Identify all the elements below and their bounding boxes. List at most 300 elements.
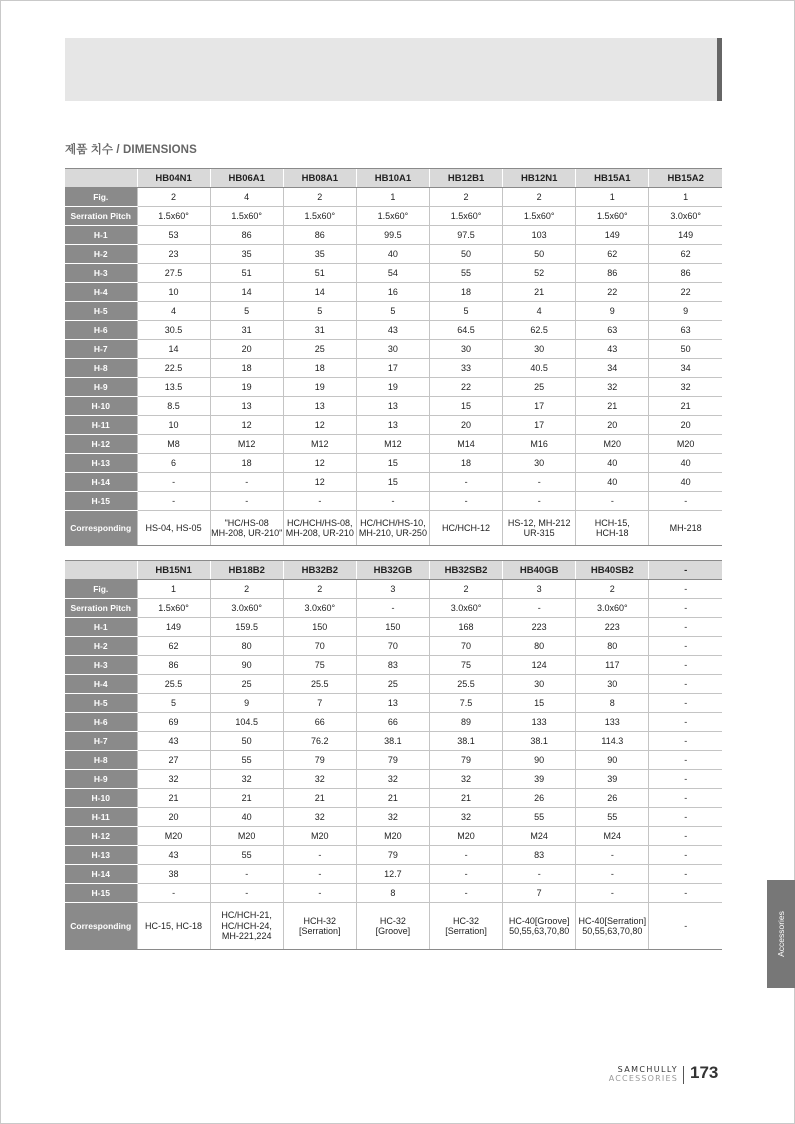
table-cell: 79 xyxy=(356,751,429,770)
corresponding-line: [Serration] xyxy=(445,926,487,936)
corresponding-row xyxy=(65,511,722,546)
table-cell: 21 xyxy=(137,789,210,808)
table-cell: 2 xyxy=(430,580,503,599)
table-row xyxy=(65,492,722,511)
table-row xyxy=(65,580,722,599)
table-cell: 40 xyxy=(649,473,722,492)
table-cell: 13 xyxy=(356,397,429,416)
table-cell: 3.0x60° xyxy=(430,599,503,618)
table-cell: 13 xyxy=(210,397,283,416)
table-cell: 25 xyxy=(503,378,576,397)
table-row xyxy=(65,188,722,207)
table-cell: 133 xyxy=(503,713,576,732)
row-label: H-14 xyxy=(65,473,137,492)
model-header: HB40SB2 xyxy=(576,561,649,580)
table-cell: 89 xyxy=(430,713,503,732)
row-label: H-7 xyxy=(65,340,137,359)
table-cell: 43 xyxy=(356,321,429,340)
table-cell: - xyxy=(430,473,503,492)
table-cell: 15 xyxy=(503,694,576,713)
corresponding-line: HCH-15, xyxy=(594,517,630,528)
table-cell: 3 xyxy=(356,580,429,599)
table-cell: 27.5 xyxy=(137,264,210,283)
row-label: H-8 xyxy=(65,751,137,770)
side-tab xyxy=(767,880,795,988)
section-title: 제품 치수 / DIMENSIONS xyxy=(65,144,197,156)
row-label: Serration Pitch xyxy=(65,599,137,618)
model-header-row xyxy=(65,169,722,188)
table-cell: 19 xyxy=(210,378,283,397)
table-row xyxy=(65,207,722,226)
table-cell: 104.5 xyxy=(210,713,283,732)
table-cell: M20 xyxy=(356,827,429,846)
table-cell: 51 xyxy=(283,264,356,283)
table-row xyxy=(65,675,722,694)
table-cell: 124 xyxy=(503,656,576,675)
table-cell: 70 xyxy=(283,637,356,656)
corresponding-line: UR-315 xyxy=(523,528,555,538)
row-label: H-5 xyxy=(65,694,137,713)
table-cell: 75 xyxy=(283,656,356,675)
corresponding-line: HC-15, HC-18 xyxy=(145,920,203,931)
corresponding-line: MH-208, UR-210" xyxy=(211,528,283,538)
corresponding-cell xyxy=(210,903,283,950)
table-cell: 1.5x60° xyxy=(137,599,210,618)
corresponding-line: [Serration] xyxy=(299,926,341,936)
table-cell: 133 xyxy=(576,713,649,732)
table-cell: 5 xyxy=(356,302,429,321)
table-cell: 13 xyxy=(283,397,356,416)
table-cell: 80 xyxy=(576,637,649,656)
model-header: HB40GB xyxy=(503,561,576,580)
table-cell: 64.5 xyxy=(430,321,503,340)
table-cell: 1.5x60° xyxy=(430,207,503,226)
table-cell: 75 xyxy=(430,656,503,675)
table-cell: 90 xyxy=(576,751,649,770)
table-cell: 20 xyxy=(649,416,722,435)
row-label: Fig. xyxy=(65,580,137,599)
table-row xyxy=(65,637,722,656)
table-cell: 19 xyxy=(283,378,356,397)
table-cell: 7.5 xyxy=(430,694,503,713)
table-row xyxy=(65,865,722,884)
table-cell: 25 xyxy=(210,675,283,694)
table-cell: 14 xyxy=(210,283,283,302)
table-cell: 1.5x60° xyxy=(503,207,576,226)
table-cell: 18 xyxy=(210,454,283,473)
table-cell: M16 xyxy=(503,435,576,454)
table-cell: 50 xyxy=(503,245,576,264)
table-cell: 31 xyxy=(283,321,356,340)
row-label: Serration Pitch xyxy=(65,207,137,226)
corresponding-line: "HC/HS-08 xyxy=(224,517,269,528)
table-cell: 21 xyxy=(210,789,283,808)
table-cell: - xyxy=(283,492,356,511)
table-cell: 4 xyxy=(503,302,576,321)
table-row xyxy=(65,302,722,321)
table-cell: M14 xyxy=(430,435,503,454)
table-cell: 55 xyxy=(210,751,283,770)
table-cell: 55 xyxy=(210,846,283,865)
table-cell: 70 xyxy=(430,637,503,656)
table-cell: 40 xyxy=(356,245,429,264)
corresponding-line: HC-40[Serration] xyxy=(578,915,647,926)
table-cell: 76.2 xyxy=(283,732,356,751)
table-cell: M20 xyxy=(137,827,210,846)
table-row xyxy=(65,397,722,416)
table-cell: 39 xyxy=(576,770,649,789)
table-cell: 2 xyxy=(210,580,283,599)
table-row xyxy=(65,732,722,751)
table-row xyxy=(65,340,722,359)
table-cell: 20 xyxy=(210,340,283,359)
table-cell: 15 xyxy=(356,454,429,473)
model-header: HB06A1 xyxy=(210,169,283,188)
table-cell: - xyxy=(649,618,722,637)
table-cell: 55 xyxy=(576,808,649,827)
corresponding-cell xyxy=(576,511,649,546)
table-cell: 32 xyxy=(137,770,210,789)
table-row xyxy=(65,808,722,827)
table-cell: M20 xyxy=(649,435,722,454)
corresponding-cell xyxy=(210,511,283,546)
table-cell: - xyxy=(283,884,356,903)
table-cell: 32 xyxy=(430,770,503,789)
table-cell: 70 xyxy=(356,637,429,656)
table-cell: - xyxy=(503,599,576,618)
model-header: HB12N1 xyxy=(503,169,576,188)
table-cell: 21 xyxy=(576,397,649,416)
table-cell: - xyxy=(576,846,649,865)
header-accent-bar xyxy=(717,38,722,101)
header-band xyxy=(65,38,717,101)
table-cell: 13 xyxy=(356,694,429,713)
table-cell: 43 xyxy=(137,846,210,865)
model-header: HB08A1 xyxy=(283,169,356,188)
table-row xyxy=(65,618,722,637)
table-cell: 4 xyxy=(210,188,283,207)
table-row xyxy=(65,454,722,473)
table-cell: 3 xyxy=(503,580,576,599)
corresponding-cell xyxy=(137,903,210,950)
table-cell: 12 xyxy=(283,416,356,435)
row-label: H-4 xyxy=(65,283,137,302)
table-cell: 66 xyxy=(283,713,356,732)
table-cell: 86 xyxy=(576,264,649,283)
row-label: Corresponding xyxy=(65,511,137,546)
corresponding-cell xyxy=(576,903,649,950)
table-row xyxy=(65,770,722,789)
corresponding-cell xyxy=(356,511,429,546)
table-cell: 150 xyxy=(283,618,356,637)
table-cell: 62.5 xyxy=(503,321,576,340)
table-cell: 223 xyxy=(576,618,649,637)
corresponding-line: MH-218 xyxy=(669,522,702,533)
table-cell: 31 xyxy=(210,321,283,340)
row-label: H-6 xyxy=(65,713,137,732)
header-corner xyxy=(65,169,137,188)
table-cell: 7 xyxy=(503,884,576,903)
table-cell: - xyxy=(430,865,503,884)
table-cell: 32 xyxy=(283,808,356,827)
table-cell: 149 xyxy=(649,226,722,245)
table-cell: 7 xyxy=(283,694,356,713)
table-cell: 168 xyxy=(430,618,503,637)
footer-brand xyxy=(560,1065,678,1083)
table-cell: 2 xyxy=(283,580,356,599)
table-cell: - xyxy=(430,492,503,511)
table-cell: 21 xyxy=(356,789,429,808)
table-cell: 149 xyxy=(576,226,649,245)
table-cell: 33 xyxy=(430,359,503,378)
row-label: H-1 xyxy=(65,618,137,637)
corresponding-line: HCH-32 xyxy=(303,915,337,926)
table-cell: - xyxy=(649,751,722,770)
table-cell: 2 xyxy=(283,188,356,207)
table-cell: 63 xyxy=(576,321,649,340)
corresponding-row xyxy=(65,903,722,950)
table-cell: 40 xyxy=(649,454,722,473)
table-cell: 9 xyxy=(649,302,722,321)
model-header: HB32SB2 xyxy=(430,561,503,580)
row-label: Corresponding xyxy=(65,903,137,950)
corresponding-line: MH-208, UR-210 xyxy=(285,528,354,538)
row-label: H-10 xyxy=(65,789,137,808)
table-cell: 1.5x60° xyxy=(356,207,429,226)
table-cell: 66 xyxy=(356,713,429,732)
row-label: H-7 xyxy=(65,732,137,751)
row-label: H-13 xyxy=(65,454,137,473)
row-label: H-11 xyxy=(65,416,137,435)
table-cell: 53 xyxy=(137,226,210,245)
row-label: H-9 xyxy=(65,770,137,789)
table-cell: 1 xyxy=(649,188,722,207)
table-cell: 43 xyxy=(576,340,649,359)
row-label: H-15 xyxy=(65,884,137,903)
table-row xyxy=(65,321,722,340)
table-cell: 83 xyxy=(356,656,429,675)
table-cell: 1 xyxy=(576,188,649,207)
table-cell: M24 xyxy=(503,827,576,846)
table-cell: 5 xyxy=(430,302,503,321)
table-cell: 32 xyxy=(356,770,429,789)
table-cell: 18 xyxy=(210,359,283,378)
model-header: HB32B2 xyxy=(283,561,356,580)
corresponding-line: HC-40[Groove] xyxy=(508,915,570,926)
table-cell: M12 xyxy=(356,435,429,454)
table-cell: 5 xyxy=(137,694,210,713)
table-cell: - xyxy=(649,492,722,511)
table-cell: - xyxy=(649,789,722,808)
model-header: HB04N1 xyxy=(137,169,210,188)
model-header: HB12B1 xyxy=(430,169,503,188)
table-cell: - xyxy=(356,599,429,618)
table-cell: 51 xyxy=(210,264,283,283)
table-cell: 38 xyxy=(137,865,210,884)
table-cell: 90 xyxy=(503,751,576,770)
corresponding-line: HS-04, HS-05 xyxy=(145,522,202,533)
corresponding-cell xyxy=(649,511,722,546)
model-header: HB15A2 xyxy=(649,169,722,188)
table-cell: 34 xyxy=(576,359,649,378)
table-cell: 30 xyxy=(503,675,576,694)
table-cell: 1.5x60° xyxy=(283,207,356,226)
row-label: H-2 xyxy=(65,245,137,264)
table-row xyxy=(65,473,722,492)
table-cell: 50 xyxy=(210,732,283,751)
corresponding-line: HC-32 xyxy=(379,915,406,926)
table-cell: 23 xyxy=(137,245,210,264)
corresponding-line: HC-32 xyxy=(453,915,480,926)
table-cell: 25.5 xyxy=(283,675,356,694)
table-cell: 34 xyxy=(649,359,722,378)
table-cell: 3.0x60° xyxy=(283,599,356,618)
row-label: H-12 xyxy=(65,827,137,846)
table-cell: 38.1 xyxy=(356,732,429,751)
table-cell: - xyxy=(283,865,356,884)
corresponding-line: HC/HCH-24, xyxy=(221,920,272,931)
table-row xyxy=(65,694,722,713)
corresponding-cell xyxy=(137,511,210,546)
table-cell: - xyxy=(649,827,722,846)
table-cell: 1 xyxy=(137,580,210,599)
table-cell: 17 xyxy=(503,397,576,416)
side-tab-label: Accessories xyxy=(776,911,786,957)
table-row xyxy=(65,656,722,675)
table-cell: 97.5 xyxy=(430,226,503,245)
table-cell: 20 xyxy=(137,808,210,827)
table-cell: 20 xyxy=(430,416,503,435)
table-cell: 35 xyxy=(210,245,283,264)
corresponding-cell xyxy=(283,903,356,950)
table-cell: 1.5x60° xyxy=(210,207,283,226)
table-cell: M12 xyxy=(283,435,356,454)
corresponding-line: HC/HCH-12 xyxy=(442,522,491,533)
table-row xyxy=(65,599,722,618)
table-cell: 80 xyxy=(503,637,576,656)
table-row xyxy=(65,359,722,378)
table-cell: 12 xyxy=(283,473,356,492)
table-cell: - xyxy=(649,713,722,732)
table-cell: 90 xyxy=(210,656,283,675)
table-cell: 80 xyxy=(210,637,283,656)
model-header: - xyxy=(649,561,722,580)
corresponding-cell xyxy=(503,903,576,950)
table-cell: 40.5 xyxy=(503,359,576,378)
corresponding-line: HC/HCH/HS-08, xyxy=(287,517,353,528)
table-cell: M8 xyxy=(137,435,210,454)
table-cell: - xyxy=(649,637,722,656)
table-cell: - xyxy=(576,492,649,511)
table-cell: 50 xyxy=(430,245,503,264)
table-cell: 32 xyxy=(430,808,503,827)
table-cell: 55 xyxy=(503,808,576,827)
table-cell: - xyxy=(137,473,210,492)
table-row xyxy=(65,378,722,397)
table-cell: 223 xyxy=(503,618,576,637)
table-cell: - xyxy=(283,846,356,865)
table-cell: 21 xyxy=(430,789,503,808)
table-cell: 8 xyxy=(576,694,649,713)
table-cell: 149 xyxy=(137,618,210,637)
table-cell: 26 xyxy=(503,789,576,808)
corresponding-line: [Groove] xyxy=(375,926,411,936)
table-cell: 20 xyxy=(576,416,649,435)
table-cell: 63 xyxy=(649,321,722,340)
row-label: H-5 xyxy=(65,302,137,321)
table-cell: 10 xyxy=(137,416,210,435)
model-header: HB32GB xyxy=(356,561,429,580)
table-cell: 99.5 xyxy=(356,226,429,245)
table-cell: 1.5x60° xyxy=(576,207,649,226)
table-cell: 43 xyxy=(137,732,210,751)
table-cell: - xyxy=(649,694,722,713)
model-header: HB10A1 xyxy=(356,169,429,188)
row-label: H-8 xyxy=(65,359,137,378)
table-cell: 38.1 xyxy=(430,732,503,751)
table-cell: 30 xyxy=(356,340,429,359)
table-cell: 32 xyxy=(210,770,283,789)
table-cell: 38.1 xyxy=(503,732,576,751)
table-cell: 62 xyxy=(137,637,210,656)
corresponding-line: 50,55,63,70,80 xyxy=(582,926,643,936)
table-cell: - xyxy=(649,846,722,865)
table-cell: - xyxy=(649,580,722,599)
table-cell: 2 xyxy=(576,580,649,599)
table-cell: 18 xyxy=(283,359,356,378)
table-cell: 18 xyxy=(430,454,503,473)
table-cell: 25.5 xyxy=(137,675,210,694)
row-label: H-11 xyxy=(65,808,137,827)
table-cell: 5 xyxy=(210,302,283,321)
table-cell: 25 xyxy=(356,675,429,694)
table-cell: 40 xyxy=(576,473,649,492)
table-cell: - xyxy=(430,884,503,903)
table-cell: 86 xyxy=(210,226,283,245)
row-label: H-12 xyxy=(65,435,137,454)
table-cell: M24 xyxy=(576,827,649,846)
corresponding-cell xyxy=(430,511,503,546)
row-label: H-13 xyxy=(65,846,137,865)
table-cell: 19 xyxy=(356,378,429,397)
table-cell: 117 xyxy=(576,656,649,675)
table-cell: 12 xyxy=(283,454,356,473)
corresponding-line: - xyxy=(684,920,688,931)
row-label: Fig. xyxy=(65,188,137,207)
row-label: H-2 xyxy=(65,637,137,656)
table-cell: - xyxy=(356,492,429,511)
table-cell: - xyxy=(210,884,283,903)
brand-subtitle: ACCESSORIES xyxy=(608,1074,678,1083)
table-cell: 30.5 xyxy=(137,321,210,340)
table-cell: - xyxy=(503,473,576,492)
table-cell: 69 xyxy=(137,713,210,732)
table-row xyxy=(65,751,722,770)
table-cell: 2 xyxy=(503,188,576,207)
table-cell: - xyxy=(649,770,722,789)
table-cell: 2 xyxy=(137,188,210,207)
table-cell: 6 xyxy=(137,454,210,473)
table-cell: 22 xyxy=(576,283,649,302)
table-cell: 9 xyxy=(576,302,649,321)
footer-divider xyxy=(683,1066,684,1084)
row-label: H-1 xyxy=(65,226,137,245)
table-cell: 150 xyxy=(356,618,429,637)
table-row xyxy=(65,264,722,283)
corresponding-line: MH-221,224 xyxy=(221,931,272,942)
table-cell: 86 xyxy=(283,226,356,245)
table-cell: 103 xyxy=(503,226,576,245)
